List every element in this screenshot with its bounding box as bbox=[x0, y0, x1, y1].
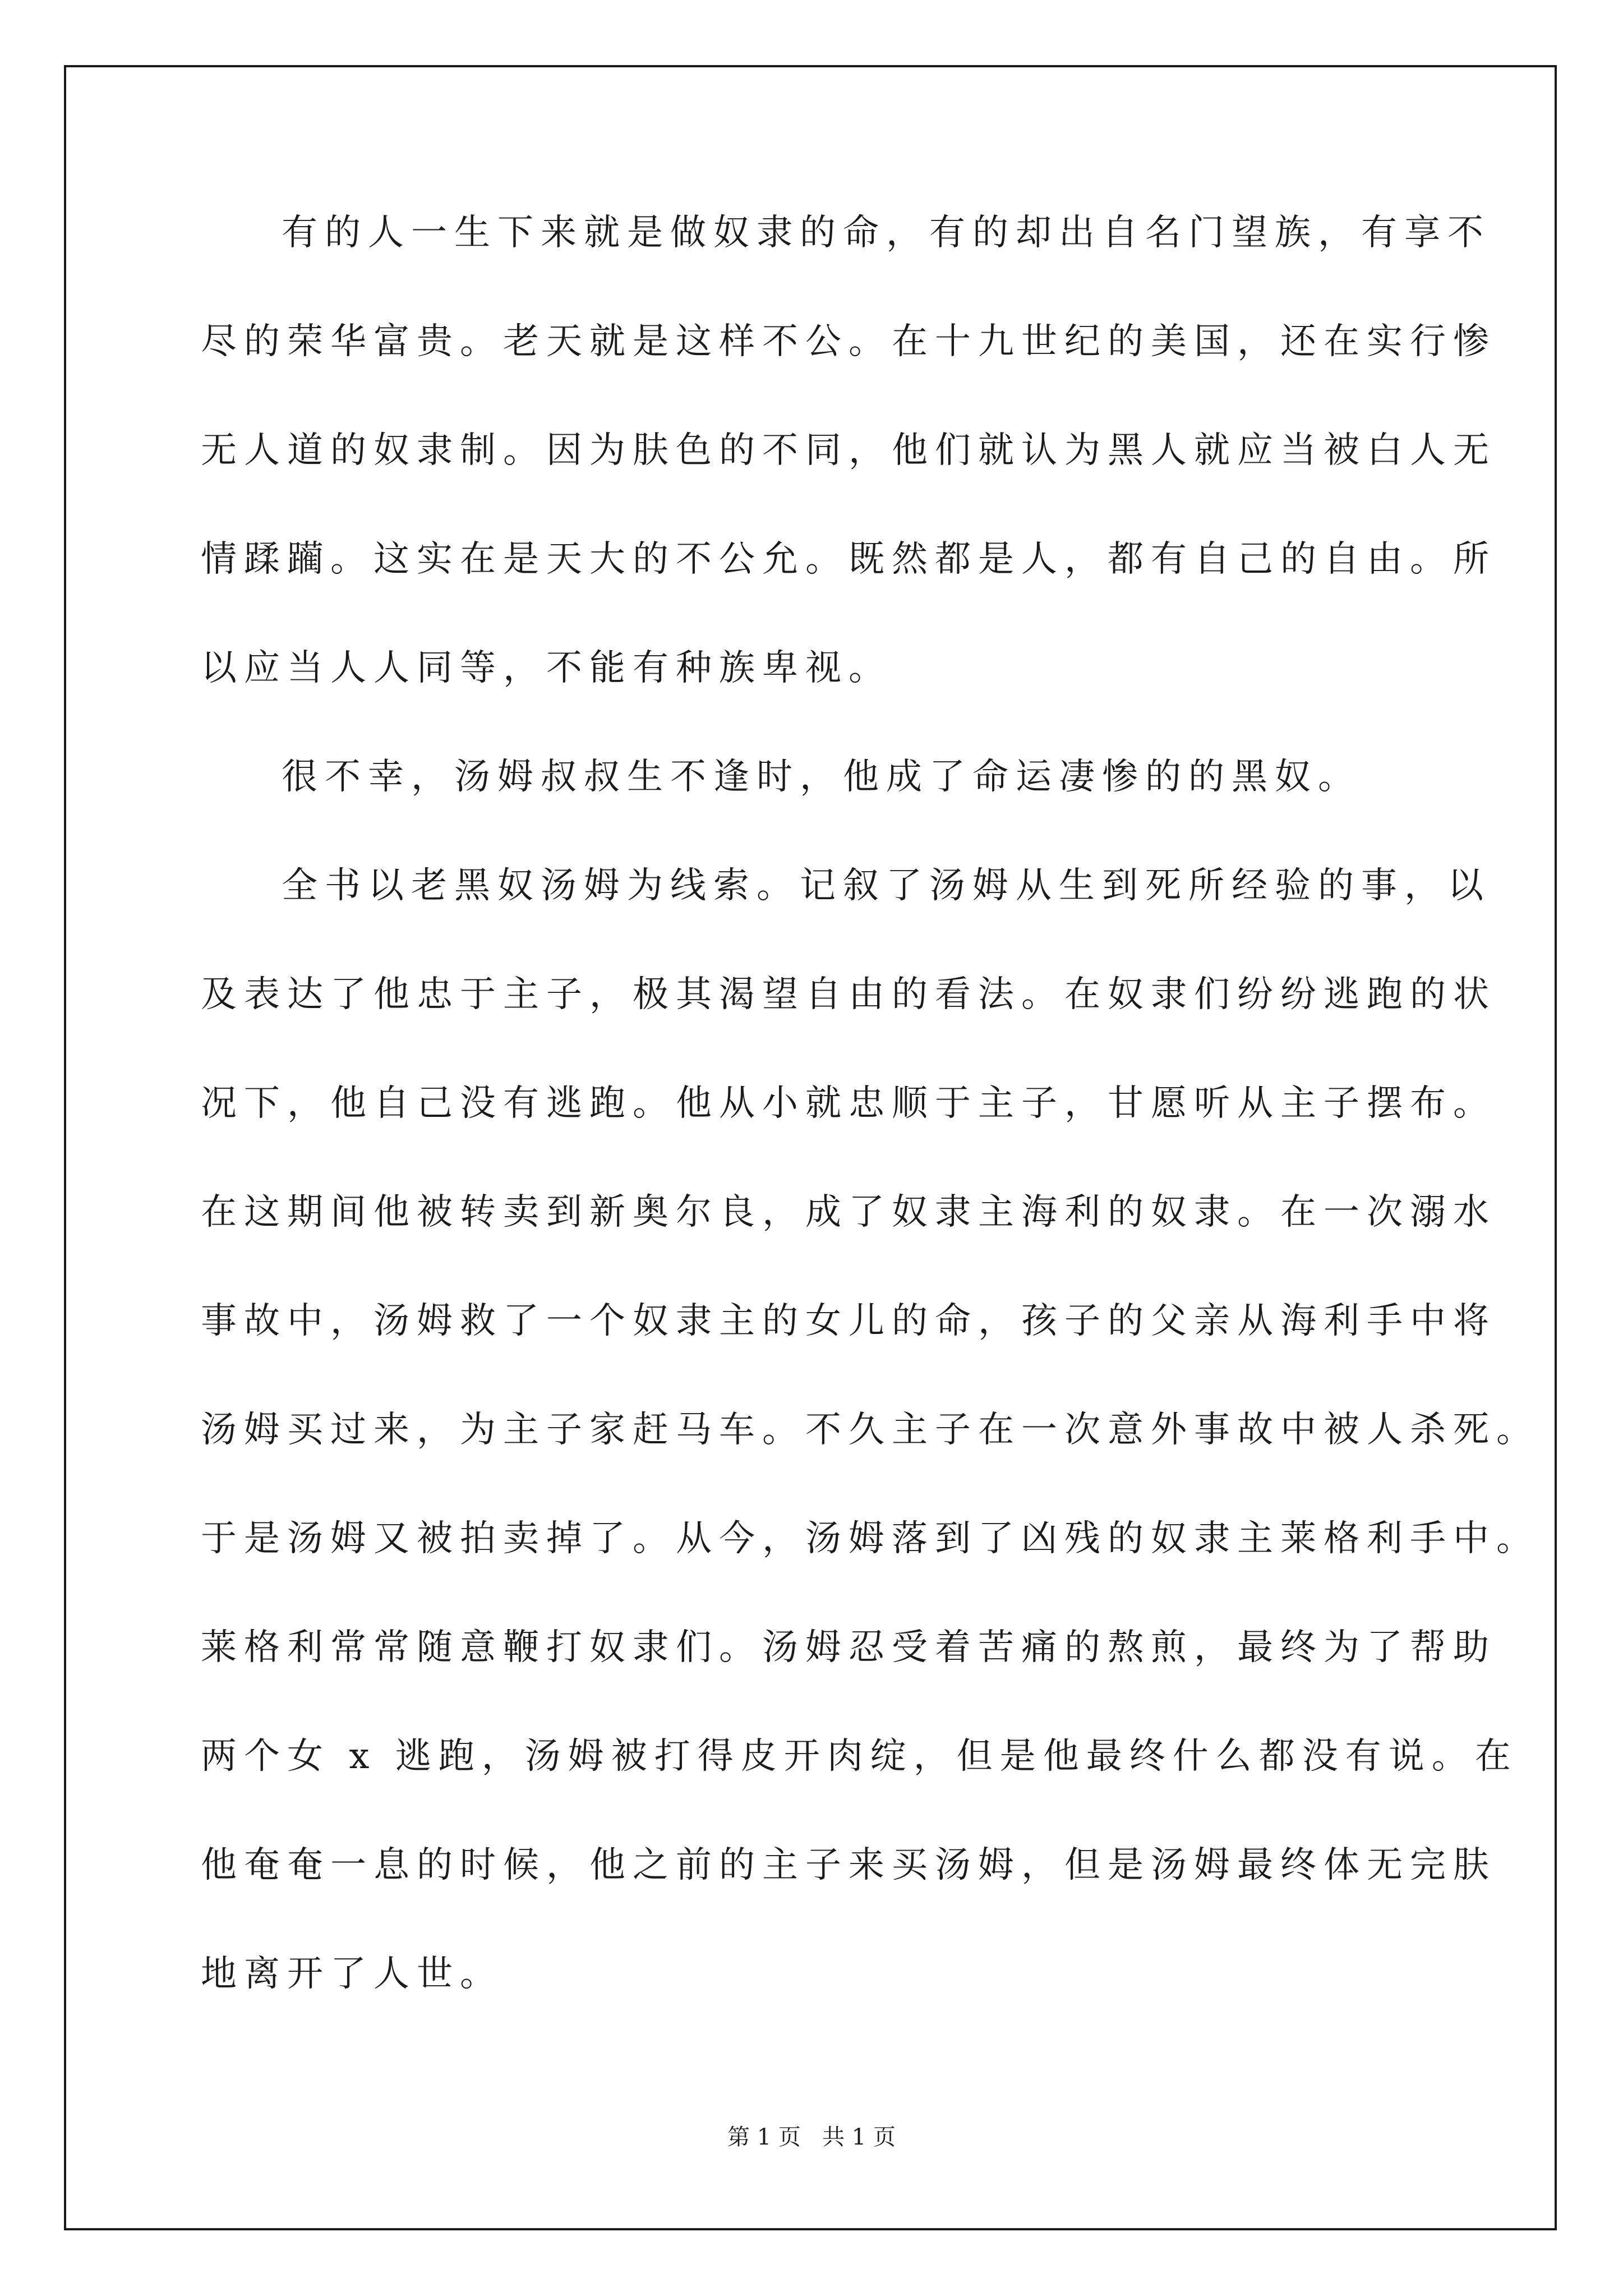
paragraph-1-line-5: 以应当人人同等，不能有种族卑视。 bbox=[201, 647, 892, 689]
paragraph-3-line-6: 汤姆买过来，为主子家赶马车。不久主子在一次意外事故中被人杀死。 bbox=[201, 1409, 1539, 1451]
paragraph-3-line-8: 莱格利常常随意鞭打奴隶们。汤姆忍受着苦痛的熬煎，最终为了帮助 bbox=[201, 1627, 1496, 1668]
paragraph-1-line-2: 尽的荣华富贵。老天就是这样不公。在十九世纪的美国，还在实行惨 bbox=[201, 321, 1496, 362]
paragraph-3-line-1: 全书以老黑奴汤姆为线索。记叙了汤姆从生到死所经验的事，以 bbox=[282, 865, 1491, 907]
paragraph-1-line-4: 情蹂躏。这实在是天大的不公允。既然都是人，都有自己的自由。所 bbox=[201, 539, 1496, 580]
paragraph-3-line-2: 及表达了他忠于主子，极其渴望自由的看法。在奴隶们纷纷逃跑的状 bbox=[201, 974, 1496, 1015]
paragraph-3-line-11: 地离开了人世。 bbox=[201, 1953, 503, 1995]
paragraph-2-line-1: 很不幸，汤姆叔叔生不逢时，他成了命运凄惨的的黑奴。 bbox=[282, 756, 1361, 798]
paragraph-3-line-9: 两个女 x 逃跑，汤姆被打得皮开肉绽，但是他最终什么都没有说。在 bbox=[201, 1736, 1518, 1777]
paragraph-3-line-5: 事故中，汤姆救了一个奴隶主的女儿的命，孩子的父亲从海利手中将 bbox=[201, 1300, 1496, 1342]
paragraph-1-line-1: 有的人一生下来就是做奴隶的命，有的却出自名门望族，有享不 bbox=[282, 212, 1491, 254]
document-body bbox=[201, 205, 1539, 2055]
paragraph-3-line-7: 于是汤姆又被拍卖掉了。从今，汤姆落到了凶残的奴隶主莱格利手中。 bbox=[201, 1518, 1539, 1559]
page-number-footer: 第 1 页 共 1 页 bbox=[727, 2124, 896, 2150]
paragraph-3-line-4: 在这期间他被转卖到新奥尔良，成了奴隶主海利的奴隶。在一次溺水 bbox=[201, 1191, 1496, 1233]
paragraph-3-line-10: 他奄奄一息的时候，他之前的主子来买汤姆，但是汤姆最终体无完肤 bbox=[201, 1844, 1496, 1886]
paragraph-3-line-3: 况下，他自己没有逃跑。他从小就忠顺于主子，甘愿听从主子摆布。 bbox=[201, 1083, 1496, 1124]
paragraph-1-line-3: 无人道的奴隶制。因为肤色的不同，他们就认为黑人就应当被白人无 bbox=[201, 430, 1496, 471]
